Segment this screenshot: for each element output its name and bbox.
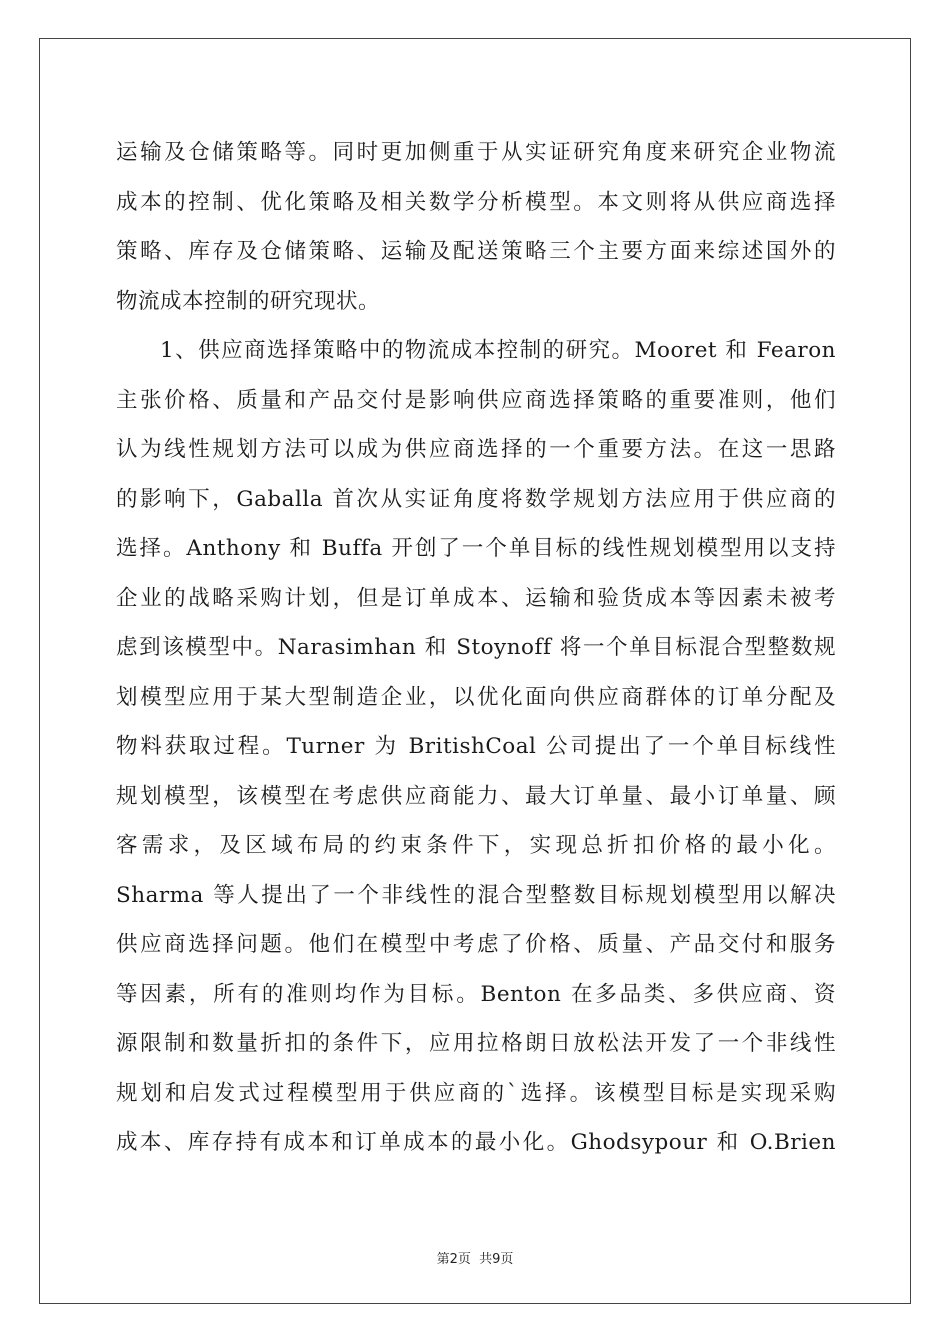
- page-total: 共9页: [479, 1252, 514, 1267]
- text-line: 物流成本控制的研究现状。: [116, 288, 381, 314]
- text-line: 等因素，所有的准则均作为目标。Benton 在多品类、多供应商、资: [116, 981, 836, 1007]
- text-line: 企业的战略采购计划，但是订单成本、运输和验货成本等因素未被考: [116, 585, 836, 611]
- text-line: 的影响下，Gaballa 首次从实证角度将数学规划方法应用于供应商的: [116, 486, 836, 512]
- text-line: 客需求，及区域布局的约束条件下，实现总折扣价格的最小化。: [116, 833, 836, 858]
- text-line: 划模型应用于某大型制造企业，以优化面向供应商群体的订单分配及: [116, 684, 836, 710]
- text-line: 供应商选择问题。他们在模型中考虑了价格、质量、产品交付和服务: [116, 932, 836, 957]
- document-body: [116, 128, 836, 1168]
- text-line: 源限制和数量折扣的条件下，应用拉格朗日放松法开发了一个非线性: [116, 1031, 836, 1056]
- text-line: 认为线性规划方法可以成为供应商选择的一个重要方法。在这一思路: [116, 437, 836, 462]
- text-line: 虑到该模型中。Narasimhan 和 Stoynoff 将一个单目标混合型整数规: [116, 635, 836, 660]
- text-line: 主张价格、质量和产品交付是影响供应商选择策略的重要准则，他们: [116, 387, 836, 413]
- text-line: 成本的控制、优化策略及相关数学分析模型。本文则将从供应商选择: [116, 189, 836, 215]
- text-line: 选择。Anthony 和 Buffa 开创了一个单目标的线性规划模型用以支持: [116, 536, 836, 561]
- text-line: 规划和启发式过程模型用于供应商的`选择。该模型目标是实现采购: [116, 1080, 836, 1106]
- text-line: 运输及仓储策略等。同时更加侧重于从实证研究角度来研究企业物流: [116, 140, 836, 165]
- page-number: 第2页: [436, 1252, 471, 1267]
- text-line: 成本、库存持有成本和订单成本的最小化。Ghodsypour 和 O.Brien: [116, 1130, 836, 1155]
- text-line: 策略、库存及仓储策略、运输及配送策略三个主要方面来综述国外的: [116, 239, 836, 264]
- text-line: Sharma 等人提出了一个非线性的混合型整数目标规划模型用以解决: [116, 882, 836, 908]
- text-line: 物料获取过程。Turner 为 BritishCoal 公司提出了一个单目标线性: [116, 734, 836, 759]
- text-line: 1、供应商选择策略中的物流成本控制的研究。Mooret 和 Fearon: [160, 338, 836, 363]
- text-line: 规划模型，该模型在考虑供应商能力、最大订单量、最小订单量、顾: [116, 783, 836, 809]
- page-footer: [0, 1248, 950, 1267]
